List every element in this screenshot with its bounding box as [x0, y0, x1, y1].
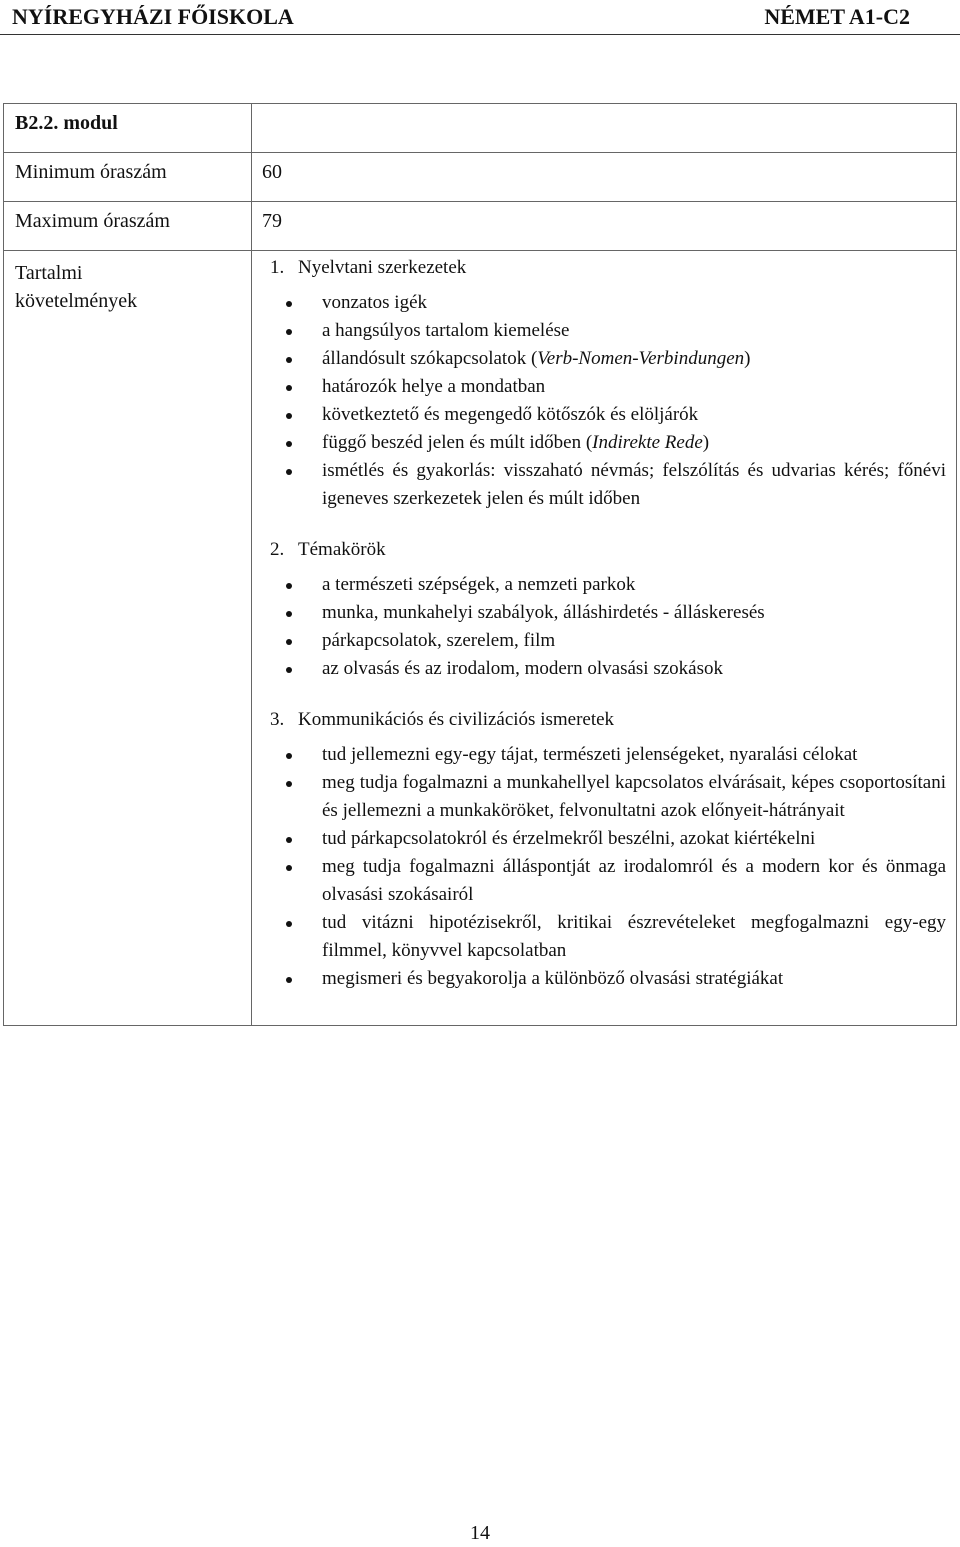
min-hours-value: 60 — [262, 161, 282, 183]
max-hours-row — [4, 202, 957, 251]
list-item: határozók helye a mondatban — [270, 373, 946, 401]
list-item: tud párkapcsolatokról és érzelmekről beszélni, azokat kiértékelni — [270, 825, 946, 853]
section-title-text: Témakörök — [298, 539, 386, 560]
list-item: a természeti szépségek, a nemzeti parkok — [270, 571, 946, 599]
list-item: következtető és megengedő kötőszók és elöljárók — [270, 401, 946, 429]
section-title — [270, 537, 946, 563]
section-list — [270, 741, 946, 993]
list-item-text: ) — [702, 432, 710, 453]
section-grammar — [270, 255, 946, 513]
list-item-text: állandósult szókapcsolatok ( — [322, 348, 538, 369]
list-item-text: függő beszéd jelen és múlt időben ( — [322, 432, 593, 453]
list-item: megismeri és begyakorolja a különböző olvasási stratégiákat — [270, 965, 946, 993]
section-title-text: Kommunikációs és civilizációs ismeretek — [298, 709, 615, 730]
section-topics — [270, 537, 946, 683]
list-item-italic: Indirekte Rede — [592, 432, 703, 453]
module-title-empty-cell — [252, 104, 957, 153]
list-item: vonzatos igék — [270, 289, 946, 317]
list-item: tud jellemezni egy-egy tájat, természeti jelenségeket, nyaralási célokat — [270, 741, 946, 769]
content-label-cell — [4, 251, 252, 1026]
section-number: 3. — [270, 709, 285, 730]
section-list — [270, 571, 946, 683]
list-item: az olvasás és az irodalom, modern olvasási szokások — [270, 655, 946, 683]
list-item-italic: Verb-Nomen-Verbindungen — [537, 348, 745, 369]
institution-name: NYÍREGYHÁZI FŐISKOLA — [12, 4, 294, 29]
course-name: NÉMET A1-C2 — [764, 4, 910, 29]
list-item: meg tudja fogalmazni álláspontját az irodalomról és a modern kor és önmaga olvasási szokásairól — [270, 853, 946, 909]
content-label: Tartalmi követelmények — [15, 262, 138, 312]
min-hours-value-cell — [252, 153, 957, 202]
module-title-row — [4, 104, 957, 153]
list-item-text: ) — [744, 348, 751, 369]
max-hours-value: 79 — [262, 210, 282, 232]
list-item: munka, munkahelyi szabályok, álláshirdetés - álláskeresés — [270, 599, 946, 627]
page-header — [0, 0, 960, 35]
min-hours-row — [4, 153, 957, 202]
section-number: 1. — [270, 257, 285, 278]
page-number: 14 — [470, 1522, 490, 1544]
list-item: párkapcsolatok, szerelem, film — [270, 627, 946, 655]
max-hours-label: Maximum óraszám — [15, 210, 170, 232]
min-hours-label: Minimum óraszám — [15, 161, 167, 183]
section-title — [270, 255, 946, 281]
list-item — [270, 429, 946, 457]
section-number: 2. — [270, 539, 285, 560]
list-item: tud vitázni hipotézisekről, kritikai észrevételeket megfogalmazni egy-egy filmmel, könyvvel kapcsolatban — [270, 909, 946, 965]
section-communication — [270, 707, 946, 993]
list-item — [270, 345, 946, 373]
section-title-text: Nyelvtani szerkezetek — [298, 257, 467, 278]
list-item: meg tudja fogalmazni a munkahellyel kapcsolatos elvárásait, képes csoportosítani és jellemezni a munkaköröket, felvonultatni azok előnyeit-hátrányait — [270, 769, 946, 825]
module-title-cell — [4, 104, 252, 153]
max-hours-value-cell — [252, 202, 957, 251]
module-table — [3, 103, 957, 1026]
max-hours-label-cell — [4, 202, 252, 251]
list-item: ismétlés és gyakorlás: visszaható névmás; felszólítás és udvarias kérés; főnévi igeneves szerkezetek jelen és múlt időben — [270, 457, 946, 513]
section-title — [270, 707, 946, 733]
min-hours-label-cell — [4, 153, 252, 202]
list-item: a hangsúlyos tartalom kiemelése — [270, 317, 946, 345]
section-list — [270, 289, 946, 513]
content-cell — [252, 251, 957, 1026]
module-title: B2.2. modul — [15, 112, 118, 134]
content-row — [4, 251, 957, 1026]
